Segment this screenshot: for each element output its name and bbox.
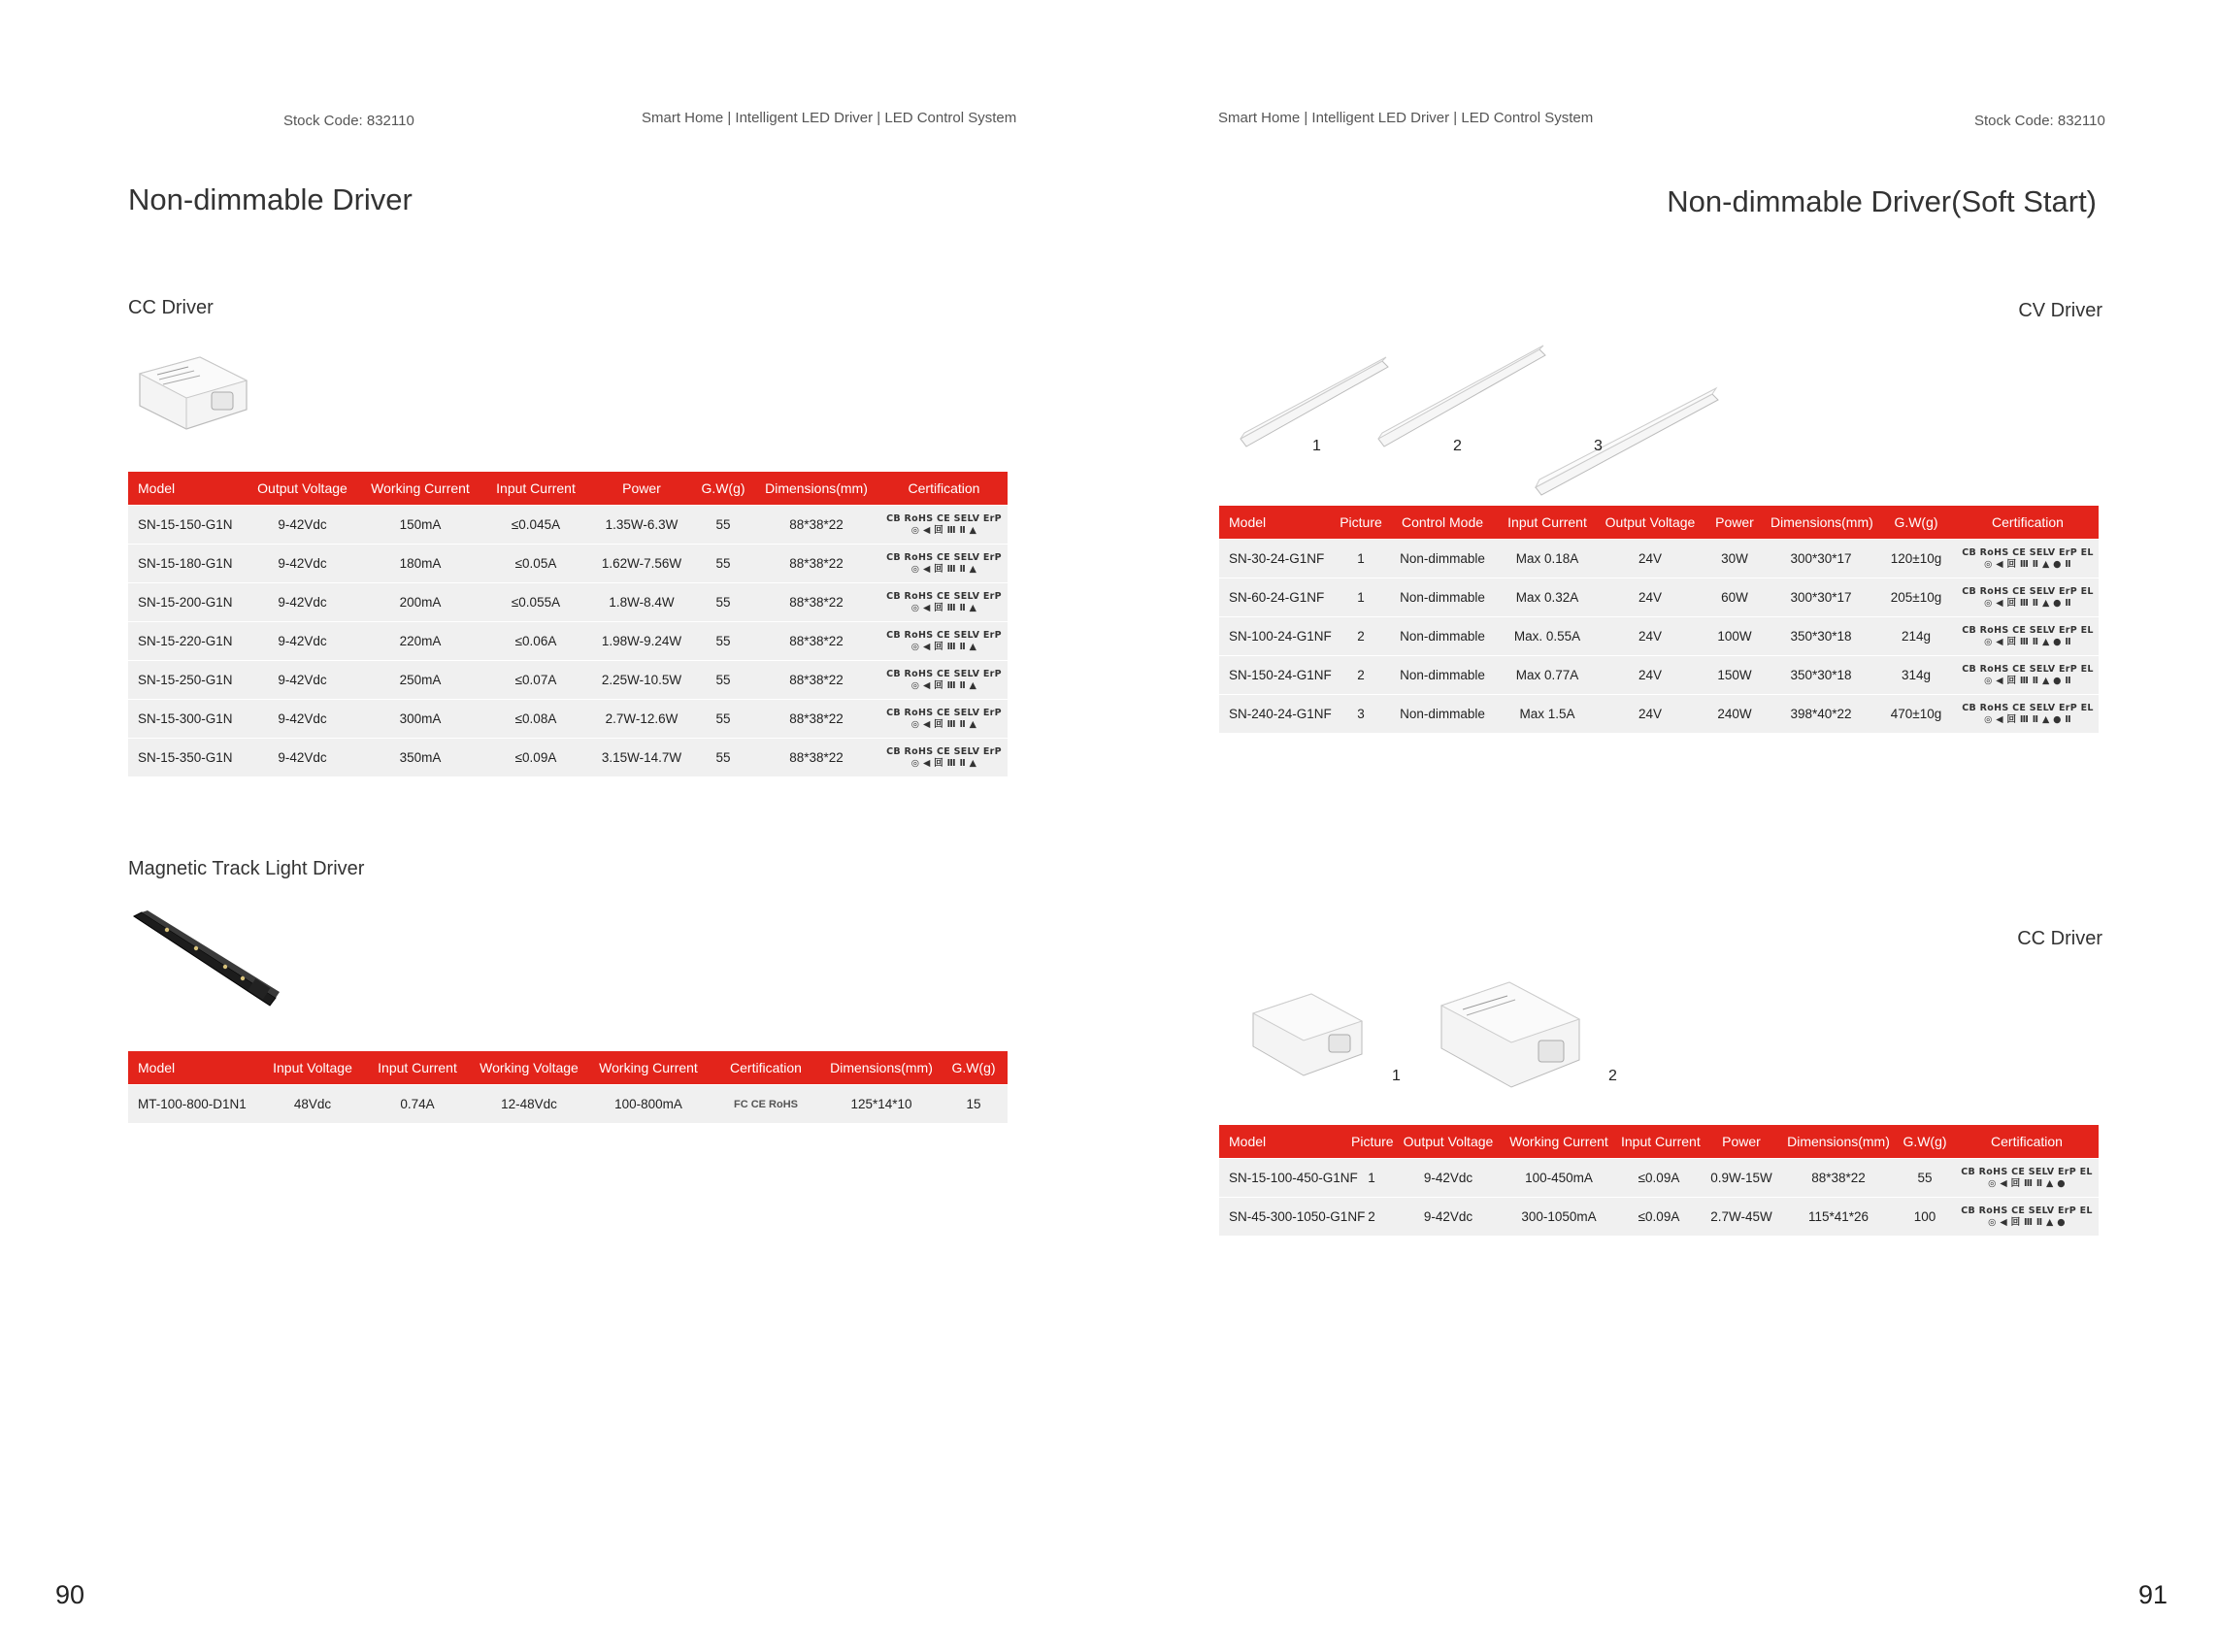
cert-line-2: ◎ ◀ 回 Ⅲ Ⅱ ▲	[910, 602, 977, 613]
cert-line-2: ◎ ◀ 回 Ⅲ Ⅱ ▲	[910, 679, 977, 691]
column-header: Model	[128, 1051, 260, 1085]
table-cell: ≤0.07A	[482, 661, 589, 700]
certification-marks	[880, 661, 1008, 700]
cc-picture-label-1: 1	[1392, 1068, 1401, 1084]
table-row	[128, 739, 1008, 777]
table-cell: 2	[1334, 656, 1388, 695]
cv-driver-product-images	[1233, 340, 1737, 505]
cert-line-2: ◎ ◀ 回 Ⅲ Ⅱ ▲ ● Ⅱ	[1984, 713, 2071, 725]
column-header: Working Current	[588, 1051, 709, 1085]
table-cell: SN-15-350-G1N	[128, 739, 247, 777]
column-header: G.W(g)	[940, 1051, 1008, 1085]
table-cell: 120±10g	[1875, 540, 1957, 578]
table-cell: SN-30-24-G1NF	[1219, 540, 1334, 578]
table-cell: 88*38*22	[1782, 1159, 1895, 1198]
cert-line-1: CB RoHS CE SELV ErP EL	[1962, 663, 2094, 675]
table-cell: 24V	[1598, 656, 1703, 695]
table-cell: 2.7W-45W	[1701, 1198, 1782, 1237]
column-header: Input Current	[1617, 1125, 1701, 1159]
cc-driver-section-label: CC Driver	[128, 297, 214, 318]
table-row	[128, 1085, 1008, 1124]
table-cell: Non-dimmable	[1388, 695, 1497, 734]
column-header: Picture	[1347, 1125, 1396, 1159]
certification-marks	[880, 583, 1008, 622]
cert-line-1: CB RoHS CE SELV ErP EL	[1961, 1205, 2093, 1216]
table-cell: 55	[1895, 1159, 1955, 1198]
cert-line-1: CB RoHS CE SELV ErP	[886, 745, 1002, 757]
cc-driver-section-label-right: CC Driver	[2017, 928, 2102, 949]
table-cell: ≤0.06A	[482, 622, 589, 661]
cert-line-1: CB RoHS CE SELV ErP EL	[1962, 624, 2094, 636]
table-cell: 88*38*22	[752, 700, 880, 739]
certification-marks	[1957, 656, 2099, 695]
column-header: Output Voltage	[1396, 1125, 1501, 1159]
table-cell: 12-48Vdc	[470, 1085, 588, 1124]
table-cell: 1.98W-9.24W	[589, 622, 694, 661]
cert-line-1: CB RoHS CE SELV ErP	[886, 551, 1002, 563]
table-cell: 55	[694, 739, 752, 777]
table-cell: SN-15-100-450-G1NF	[1219, 1159, 1347, 1198]
table-cell: SN-150-24-G1NF	[1219, 656, 1334, 695]
cert-line-1: CB RoHS CE SELV ErP EL	[1962, 546, 2094, 558]
table-cell: 9-42Vdc	[247, 661, 358, 700]
table-cell: 300-1050mA	[1501, 1198, 1617, 1237]
table-cell: 88*38*22	[752, 545, 880, 583]
table-row	[128, 506, 1008, 545]
column-header: Certification	[1955, 1125, 2099, 1159]
table-cell: 30W	[1703, 540, 1767, 578]
column-header: Certification	[709, 1051, 823, 1085]
column-header: G.W(g)	[694, 472, 752, 506]
table-cell: 9-42Vdc	[1396, 1159, 1501, 1198]
certification-marks	[880, 700, 1008, 739]
table-row	[1219, 578, 2099, 617]
table-cell: 9-42Vdc	[247, 622, 358, 661]
table-cell: 15	[940, 1085, 1008, 1124]
certification-marks	[1955, 1198, 2099, 1237]
column-header: Input Voltage	[260, 1051, 365, 1085]
table-cell: 9-42Vdc	[247, 506, 358, 545]
page-number-right: 91	[2138, 1580, 2168, 1609]
table-cell: 24V	[1598, 578, 1703, 617]
table-cell: SN-15-300-G1N	[128, 700, 247, 739]
table-cell: SN-60-24-G1NF	[1219, 578, 1334, 617]
stock-code-right: Stock Code: 832110	[1974, 113, 2105, 129]
table-row	[128, 661, 1008, 700]
cv-driver-section-label: CV Driver	[2018, 300, 2102, 321]
table-cell: 0.74A	[365, 1085, 470, 1124]
cert-line-2: ◎ ◀ 回 Ⅲ Ⅱ ▲	[910, 757, 977, 769]
table-cell: ≤0.09A	[482, 739, 589, 777]
cert-line-2: ◎ ◀ 回 Ⅲ Ⅱ ▲	[910, 641, 977, 652]
table-cell: 48Vdc	[260, 1085, 365, 1124]
table-cell: 1.35W-6.3W	[589, 506, 694, 545]
table-cell: 24V	[1598, 540, 1703, 578]
column-header: Certification	[1957, 506, 2099, 540]
table-header-row	[128, 1051, 1008, 1085]
table-cell: Max 0.77A	[1497, 656, 1598, 695]
table-cell: 100-450mA	[1501, 1159, 1617, 1198]
cc-picture-label-2: 2	[1608, 1068, 1617, 1084]
table-row	[1219, 695, 2099, 734]
table-cell: 1.62W-7.56W	[589, 545, 694, 583]
magnetic-track-driver-image	[128, 909, 283, 1015]
column-header: Output Voltage	[247, 472, 358, 506]
table-cell: SN-240-24-G1NF	[1219, 695, 1334, 734]
table-cell: ≤0.08A	[482, 700, 589, 739]
certification-marks	[880, 545, 1008, 583]
column-header: Working Current	[1501, 1125, 1617, 1159]
table-cell: 115*41*26	[1782, 1198, 1895, 1237]
cert-line-2: ◎ ◀ 回 Ⅲ Ⅱ ▲ ● Ⅱ	[1984, 636, 2071, 647]
table-cell: 180mA	[358, 545, 482, 583]
table-row	[128, 583, 1008, 622]
column-header: Working Voltage	[470, 1051, 588, 1085]
page-number-left: 90	[55, 1580, 85, 1609]
cv-driver-spec-table	[1219, 506, 2099, 733]
cc-driver-spec-table	[128, 472, 1008, 776]
table-cell: 60W	[1703, 578, 1767, 617]
cv-picture-label-2: 2	[1453, 438, 1462, 454]
table-cell: 9-42Vdc	[247, 700, 358, 739]
table-header-row	[1219, 506, 2099, 540]
certification-marks	[1957, 578, 2099, 617]
column-header: Power	[1703, 506, 1767, 540]
table-cell: 55	[694, 700, 752, 739]
cert-line-1: CB RoHS CE SELV ErP	[886, 512, 1002, 524]
table-cell: 55	[694, 545, 752, 583]
table-cell: 220mA	[358, 622, 482, 661]
table-cell: 150mA	[358, 506, 482, 545]
table-cell: SN-100-24-G1NF	[1219, 617, 1334, 656]
cv-picture-label-3: 3	[1594, 438, 1603, 454]
table-cell: 88*38*22	[752, 583, 880, 622]
table-cell: 2.7W-12.6W	[589, 700, 694, 739]
cert-line-2: ◎ ◀ 回 Ⅲ Ⅱ ▲ ● Ⅱ	[1984, 558, 2071, 570]
table-header-row	[128, 472, 1008, 506]
cert-line-2: ◎ ◀ 回 Ⅲ Ⅱ ▲	[910, 718, 977, 730]
cert-line-1: CB RoHS CE SELV ErP	[886, 707, 1002, 718]
cert-line-2: ◎ ◀ 回 Ⅲ Ⅱ ▲	[910, 563, 977, 575]
table-cell: 9-42Vdc	[247, 739, 358, 777]
cert-line-2: ◎ ◀ 回 Ⅲ Ⅱ ▲ ● Ⅱ	[1984, 597, 2071, 609]
table-cell: 55	[694, 506, 752, 545]
table-cell: 300*30*17	[1767, 540, 1875, 578]
table-cell: 24V	[1598, 695, 1703, 734]
table-cell: 88*38*22	[752, 506, 880, 545]
cert-line-1: CB RoHS CE SELV ErP EL	[1962, 585, 2094, 597]
column-header: Picture	[1334, 506, 1388, 540]
table-cell: SN-15-250-G1N	[128, 661, 247, 700]
column-header: Working Current	[358, 472, 482, 506]
certification-marks	[1955, 1159, 2099, 1198]
table-row	[1219, 1198, 2099, 1237]
column-header: Dimensions(mm)	[1767, 506, 1875, 540]
certification-marks	[1957, 540, 2099, 578]
cert-line-1: CB RoHS CE SELV ErP	[886, 668, 1002, 679]
table-row	[128, 545, 1008, 583]
table-cell: 55	[694, 583, 752, 622]
table-row	[128, 700, 1008, 739]
table-cell: 350mA	[358, 739, 482, 777]
table-cell: 9-42Vdc	[1396, 1198, 1501, 1237]
column-header: Dimensions(mm)	[1782, 1125, 1895, 1159]
cert-line-2: ◎ ◀ 回 Ⅲ Ⅱ ▲ ● Ⅱ	[1984, 675, 2071, 686]
table-cell: Max 0.32A	[1497, 578, 1598, 617]
table-cell: SN-15-150-G1N	[128, 506, 247, 545]
table-cell: 125*14*10	[823, 1085, 940, 1124]
table-cell: 3	[1334, 695, 1388, 734]
certification-marks	[880, 739, 1008, 777]
table-header-row	[1219, 1125, 2099, 1159]
column-header: Dimensions(mm)	[823, 1051, 940, 1085]
table-cell: ≤0.05A	[482, 545, 589, 583]
cert-line-2: ◎ ◀ 回 Ⅲ Ⅱ ▲	[910, 524, 977, 536]
table-cell: Non-dimmable	[1388, 617, 1497, 656]
table-cell: 300*30*17	[1767, 578, 1875, 617]
table-cell: ≤0.09A	[1617, 1198, 1701, 1237]
stock-code-left: Stock Code: 832110	[283, 113, 414, 129]
table-cell: Max 1.5A	[1497, 695, 1598, 734]
cert-line-1: CB RoHS CE SELV ErP EL	[1962, 702, 2094, 713]
column-header: Model	[1219, 506, 1334, 540]
table-row	[1219, 540, 2099, 578]
table-cell: 2	[1334, 617, 1388, 656]
table-cell: ≤0.045A	[482, 506, 589, 545]
table-cell: 1	[1334, 540, 1388, 578]
table-cell: SN-15-220-G1N	[128, 622, 247, 661]
certification-marks	[1957, 617, 2099, 656]
table-row	[1219, 1159, 2099, 1198]
column-header: Power	[1701, 1125, 1782, 1159]
table-cell: 88*38*22	[752, 622, 880, 661]
table-cell: 88*38*22	[752, 739, 880, 777]
cc-driver-product-image	[132, 349, 253, 437]
table-cell: 9-42Vdc	[247, 545, 358, 583]
table-cell: Max 0.18A	[1497, 540, 1598, 578]
table-cell: Non-dimmable	[1388, 656, 1497, 695]
table-cell: 100-800mA	[588, 1085, 709, 1124]
cert-line-1: CB RoHS CE SELV ErP	[886, 629, 1002, 641]
column-header: G.W(g)	[1875, 506, 1957, 540]
table-cell: 24V	[1598, 617, 1703, 656]
table-cell: 314g	[1875, 656, 1957, 695]
table-cell: SN-15-180-G1N	[128, 545, 247, 583]
column-header: Input Current	[365, 1051, 470, 1085]
table-row	[1219, 617, 2099, 656]
table-cell: 150W	[1703, 656, 1767, 695]
table-cell: 200mA	[358, 583, 482, 622]
column-header: Input Current	[1497, 506, 1598, 540]
certification-marks	[880, 506, 1008, 545]
table-cell: 350*30*18	[1767, 656, 1875, 695]
table-cell: 55	[694, 661, 752, 700]
table-cell: 214g	[1875, 617, 1957, 656]
table-cell: Non-dimmable	[1388, 578, 1497, 617]
column-header: Model	[128, 472, 247, 506]
table-cell: ≤0.09A	[1617, 1159, 1701, 1198]
magnetic-track-section-label: Magnetic Track Light Driver	[128, 858, 365, 879]
table-cell: 1	[1347, 1159, 1396, 1198]
cc-driver-product-images-right	[1247, 980, 1597, 1097]
nav-breadcrumb-right: Smart Home | Intelligent LED Driver | LED Control System	[1218, 110, 1594, 126]
cv-picture-label-1: 1	[1312, 438, 1321, 454]
table-cell: Non-dimmable	[1388, 540, 1497, 578]
cert-line-1: CB RoHS CE SELV ErP EL	[1961, 1166, 2093, 1177]
nav-breadcrumb-left: Smart Home | Intelligent LED Driver | LED Control System	[642, 110, 1017, 126]
table-cell: 0.9W-15W	[1701, 1159, 1782, 1198]
table-cell: 3.15W-14.7W	[589, 739, 694, 777]
column-header: Certification	[880, 472, 1008, 506]
table-row	[1219, 656, 2099, 695]
cert-line-2: ◎ ◀ 回 Ⅲ Ⅱ ▲ ●	[1988, 1177, 2066, 1189]
certification-marks	[1957, 695, 2099, 734]
table-cell: Max. 0.55A	[1497, 617, 1598, 656]
table-cell: 2	[1347, 1198, 1396, 1237]
column-header: Input Current	[482, 472, 589, 506]
table-cell: 300mA	[358, 700, 482, 739]
table-row	[128, 622, 1008, 661]
cert-line-2: ◎ ◀ 回 Ⅲ Ⅱ ▲ ●	[1988, 1216, 2066, 1228]
column-header: Control Mode	[1388, 506, 1497, 540]
page-title-left: Non-dimmable Driver	[128, 182, 413, 216]
table-cell: 2.25W-10.5W	[589, 661, 694, 700]
table-cell: 88*38*22	[752, 661, 880, 700]
table-cell: 100	[1895, 1198, 1955, 1237]
column-header: G.W(g)	[1895, 1125, 1955, 1159]
table-cell: 250mA	[358, 661, 482, 700]
table-cell: SN-15-200-G1N	[128, 583, 247, 622]
column-header: Power	[589, 472, 694, 506]
table-cell: 470±10g	[1875, 695, 1957, 734]
table-cell: FC CE RoHS	[709, 1085, 823, 1124]
cert-line-1: CB RoHS CE SELV ErP	[886, 590, 1002, 602]
table-cell: 9-42Vdc	[247, 583, 358, 622]
table-cell: 100W	[1703, 617, 1767, 656]
table-cell: 398*40*22	[1767, 695, 1875, 734]
page-title-right: Non-dimmable Driver(Soft Start)	[1667, 184, 2097, 218]
table-cell: 350*30*18	[1767, 617, 1875, 656]
column-header: Model	[1219, 1125, 1347, 1159]
cc-driver-spec-table-right	[1219, 1125, 2099, 1236]
table-cell: 1.8W-8.4W	[589, 583, 694, 622]
table-cell: 240W	[1703, 695, 1767, 734]
table-cell: 55	[694, 622, 752, 661]
column-header: Dimensions(mm)	[752, 472, 880, 506]
column-header: Output Voltage	[1598, 506, 1703, 540]
table-cell: MT-100-800-D1N1	[128, 1085, 260, 1124]
magnetic-track-spec-table	[128, 1051, 1008, 1123]
table-cell: SN-45-300-1050-G1NF	[1219, 1198, 1347, 1237]
table-cell: 1	[1334, 578, 1388, 617]
table-cell: 205±10g	[1875, 578, 1957, 617]
table-cell: ≤0.055A	[482, 583, 589, 622]
certification-marks	[880, 622, 1008, 661]
